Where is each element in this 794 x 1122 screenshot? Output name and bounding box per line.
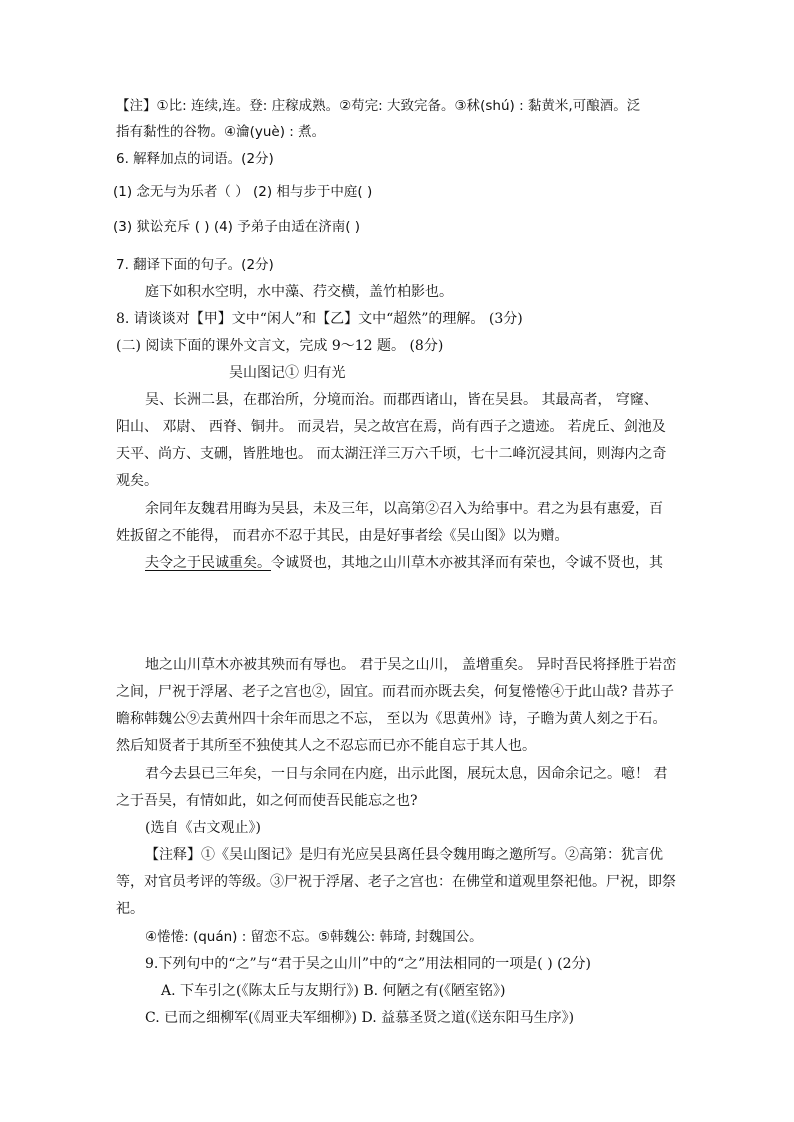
- question-9-options-cd: C. 已而之细柳军(《周亚夫军细柳》) D. 益慕圣贤之道(《送东阳马生序》): [145, 1010, 575, 1026]
- passage-para3-line4: 瞻称韩魏公⑨去黄州四十余年而思之不忘， 至以为《思黄州》诗，子瞻为黄人刻之于石。: [116, 711, 667, 727]
- passage-para1-line2: 阳山、 邓尉、 西脊、铜井。 而灵岩，吴之故宫在焉，尚有西子之遗迹。 若虎丘、剑池及: [116, 419, 666, 435]
- question-7: 7. 翻译下面的句子。(2分): [116, 257, 274, 273]
- passage-para3-line3: 之间，尸祝于浮屠、老子之宫也②，固宜。而君而亦既去矣，何复惓惓④于此山哉? 昔苏子: [116, 684, 674, 700]
- note-line-2: 指有黏性的谷物。④瀹(yuè) : 煮。: [116, 124, 326, 140]
- annotation-line-1: 【注释】①《吴山图记》是归有光应吴县离任县令魏用晦之邀所写。②高第：犹言优: [145, 847, 663, 863]
- section-2-heading: (二) 阅读下面的课外文言文，完成 9～12 题。 (8分): [116, 338, 444, 354]
- annotation-line-3: 祀。: [116, 901, 144, 917]
- passage-para3-line1-rest: 令诚贤也，其地之山川草木亦被其泽而有荣也，令诚不贤也，其: [271, 555, 663, 571]
- question-6-items-3-4: (3) 狱讼充斥 ( ) (4) 予弟子由适在济南( ): [113, 219, 361, 235]
- question-7-sentence: 庭下如积水空明，水中藻、荇交横，盖竹柏影也。: [145, 284, 453, 300]
- passage-para3-line1: [145, 554, 663, 572]
- passage-para1-line3: 天平、尚方、支硎，皆胜地也。 而太湖汪洋三万六千顷，七十二峰沉浸其间，则海内之奇: [116, 446, 667, 462]
- passage-para4-line2: 之于吾吴，有情如此，如之何而使吾民能忘之也?: [116, 793, 418, 809]
- note-line-1: 【注】①比: 连续,连。登: 庄稼成熟。②苟完: 大致完备。③秫(shú) : 黏黄米,可酿酒。泛: [116, 98, 641, 114]
- question-9: 9.下列句中的“之”与“君于吴之山川”中的“之”用法相同的一项是( ) (2分): [145, 956, 591, 972]
- question-8: 8. 请谈谈对【甲】文中“闲人”和【乙】文中“超然”的理解。 (3分): [116, 311, 523, 327]
- question-6-items-1-2: (1) 念无与为乐者（ ） (2) 相与步于中庭( ): [113, 184, 373, 200]
- passage-para1-line1: 吴、长洲二县，在郡治所，分境而治。而郡西诸山，皆在吴县。 其最高者， 穹窿、: [145, 392, 658, 408]
- passage-title: 吴山图记① 归有光: [229, 365, 346, 381]
- passage-para1-line4: 观矣。: [116, 473, 158, 489]
- passage-para4-line1: 君今去县已三年矣，一日与余同在内庭，出示此图，展玩太息，因命余记之。噫！ 君: [145, 766, 668, 782]
- annotation-line-2: 等，对官员考评的等级。③尸祝于浮屠、老子之宫也：在佛堂和道观里祭祀他。尸祝，即祭: [116, 874, 676, 890]
- passage-source: (选自《古文观止》): [145, 820, 261, 836]
- passage-para2-line2: 姓扳留之不能得， 而君亦不忍于其民，由是好事者绘《吴山图》以为赠。: [116, 528, 569, 544]
- underlined-sentence: 夫令之于民诚重矣。: [145, 555, 271, 571]
- passage-para3-line2: 地之山川草木亦被其殃而有辱也。 君于吴之山川， 盖增重矣。 异时吾民将择胜于岩峦: [145, 657, 677, 673]
- question-9-options-ab: A. 下车引之(《陈太丘与友期行》) B. 何陋之有(《陋室铭》): [161, 983, 506, 999]
- annotation-line-4: ④惓惓: (quán) : 留恋不忘。⑤韩魏公: 韩琦, 封魏国公。: [145, 929, 483, 945]
- question-6: 6. 解释加点的词语。(2分): [116, 151, 274, 167]
- passage-para2-line1: 余同年友魏君用晦为吴县，未及三年，以高第②召入为给事中。君之为县有惠爱，百: [145, 501, 663, 517]
- passage-para3-line5: 然后知贤者于其所至不独使其人之不忍忘而已亦不能自忘于其人也。: [116, 738, 536, 754]
